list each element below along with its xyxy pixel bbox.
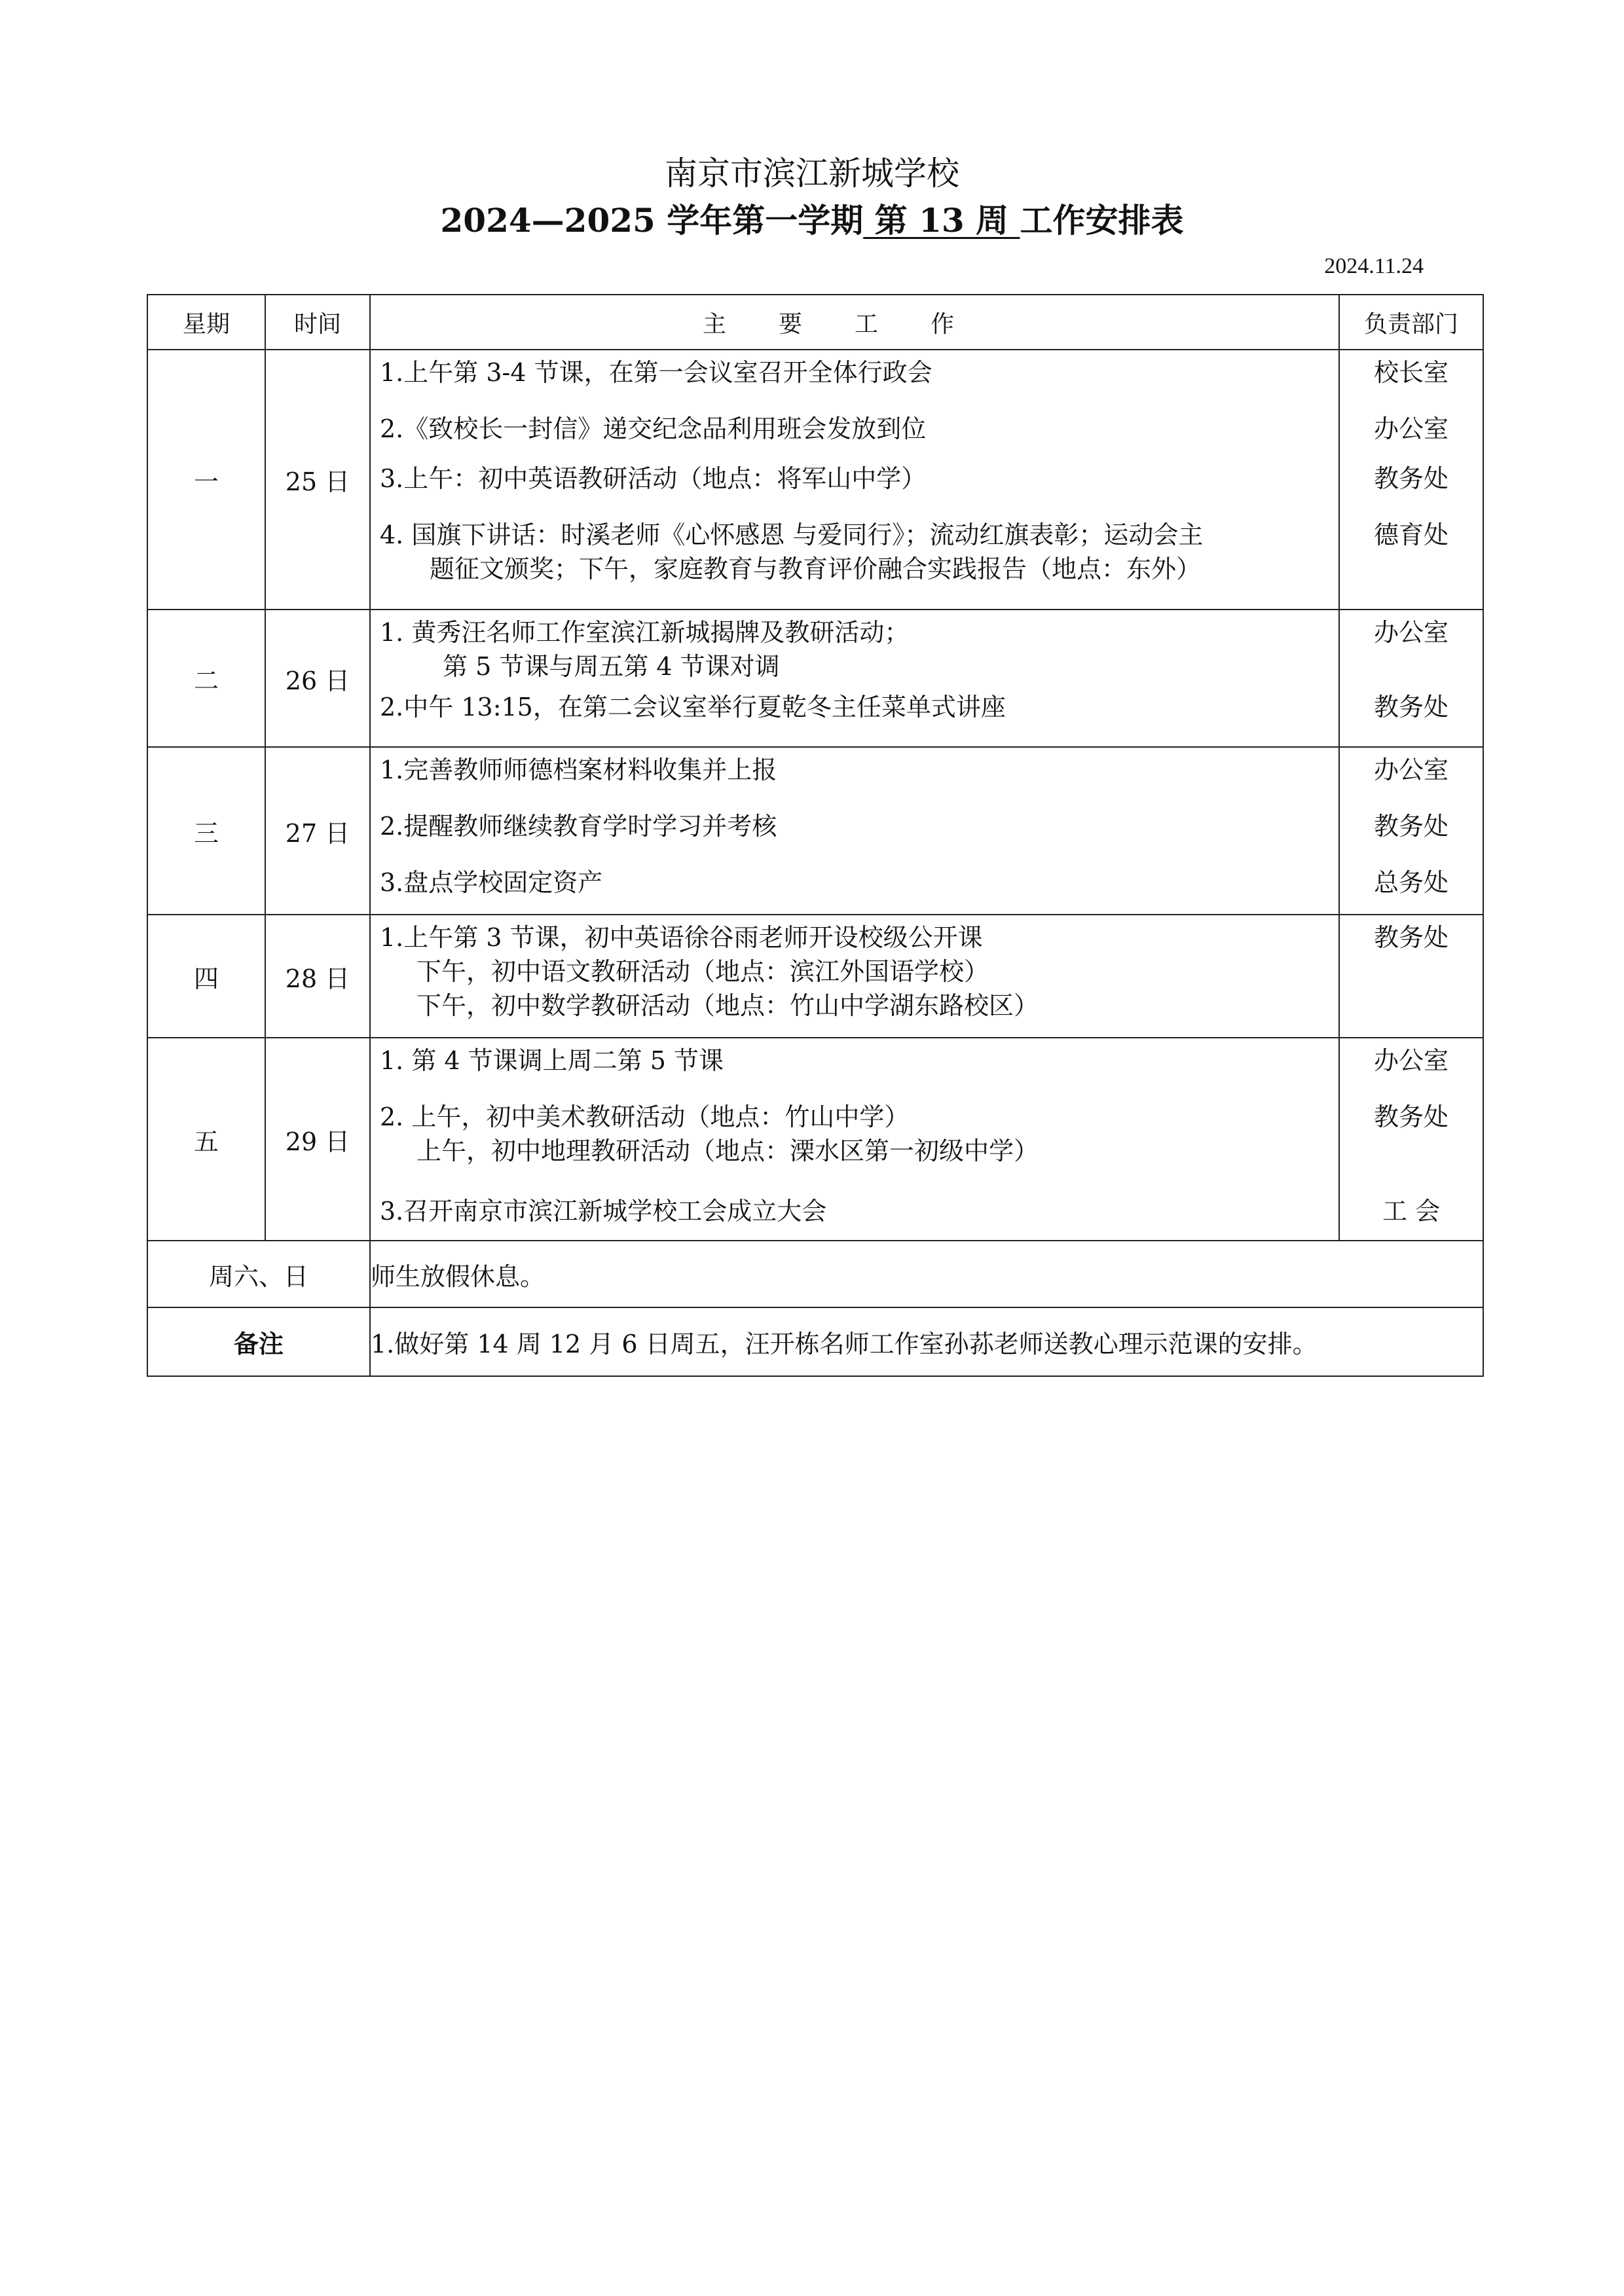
date-cell: 26 日 <box>265 610 370 747</box>
work-items <box>370 1038 1339 1241</box>
schedule-title-suffix: 工作安排表 <box>1020 201 1184 240</box>
weekend-row <box>147 1241 1483 1307</box>
work-items <box>370 747 1339 915</box>
dept-label: 办公室 <box>1373 414 1449 443</box>
date-cell: 25 日 <box>265 350 370 610</box>
table-row <box>147 350 1483 610</box>
dept-label: 工 会 <box>1382 1197 1441 1226</box>
header-row <box>147 295 1483 350</box>
weekday-cell: 一 <box>147 350 265 610</box>
table-row <box>147 1038 1483 1241</box>
schedule-title-prefix: 2024—2025 学年第一学期 <box>440 201 864 240</box>
schedule-title-week: 第 13 周 <box>863 201 1020 240</box>
dept-cell <box>1339 1038 1483 1241</box>
work-item: 3.召开南京市滨江新城学校工会成立大会 <box>380 1197 827 1226</box>
work-items <box>370 350 1339 610</box>
dept-cell <box>1339 610 1483 747</box>
weekday-cell: 三 <box>147 747 265 915</box>
notes-text: 1.做好第 14 周 12 月 6 日周五，汪开栋名师工作室孙荪老师送教心理示范课的安排。 <box>370 1307 1483 1376</box>
work-item: 1. 黄秀汪名师工作室滨江新城揭牌及教研活动； <box>380 618 910 647</box>
work-item: 2.《致校长一封信》递交纪念品利用班会发放到位 <box>380 414 927 443</box>
schedule-table <box>147 294 1484 1377</box>
dept-cell <box>1339 350 1483 610</box>
work-item: 1. 第 4 节课调上周二第 5 节课 <box>380 1046 724 1075</box>
dept-label: 教务处 <box>1373 923 1449 952</box>
dept-label: 办公室 <box>1373 1046 1449 1075</box>
col-weekday: 星期 <box>147 295 265 350</box>
dept-label: 总务处 <box>1373 868 1449 897</box>
work-item: 3.上午：初中英语教研活动（地点：将军山中学） <box>380 464 927 493</box>
work-item: 1.上午第 3-4 节课，在第一会议室召开全体行政会 <box>380 358 932 387</box>
work-item: 题征文颁奖；下午，家庭教育与教育评价融合实践报告（地点：东外） <box>430 555 1202 583</box>
work-item: 上午，初中地理教研活动（地点：溧水区第一初级中学） <box>416 1137 1039 1165</box>
date-cell: 29 日 <box>265 1038 370 1241</box>
dept-cell <box>1339 915 1483 1038</box>
col-time: 时间 <box>265 295 370 350</box>
dept-label: 德育处 <box>1373 520 1449 549</box>
date-cell: 28 日 <box>265 915 370 1038</box>
dept-label: 教务处 <box>1373 1102 1449 1131</box>
weekday-cell: 五 <box>147 1038 265 1241</box>
work-items <box>370 915 1339 1038</box>
dept-label: 教务处 <box>1373 812 1449 841</box>
col-department: 负责部门 <box>1339 295 1483 350</box>
work-item: 2. 上午，初中美术教研活动（地点：竹山中学） <box>380 1102 910 1131</box>
schedule-title <box>0 198 1624 244</box>
notes-label: 备注 <box>147 1307 370 1376</box>
table-row <box>147 747 1483 915</box>
dept-label: 办公室 <box>1373 618 1449 647</box>
dept-label: 教务处 <box>1373 693 1449 721</box>
school-title: 南京市滨江新城学校 <box>665 155 959 192</box>
dept-label: 教务处 <box>1373 464 1449 493</box>
issue-date: 2024.11.24 <box>1324 254 1424 278</box>
work-item: 2.中午 13:15，在第二会议室举行夏乾冬主任菜单式讲座 <box>380 693 1006 721</box>
work-items <box>370 610 1339 747</box>
work-item: 2.提醒教师继续教育学时学习并考核 <box>380 812 777 841</box>
table-row <box>147 610 1483 747</box>
work-item: 第 5 节课与周五第 4 节课对调 <box>443 652 780 681</box>
table-row <box>147 915 1483 1038</box>
work-item: 4. 国旗下讲话：时溪老师《心怀感恩 与爱同行》；流动红旗表彰；运动会主 <box>380 520 1204 549</box>
date-cell: 27 日 <box>265 747 370 915</box>
work-item: 下午，初中语文教研活动（地点：滨江外国语学校） <box>416 957 989 986</box>
work-item: 下午，初中数学教研活动（地点：竹山中学湖东路校区） <box>416 991 1039 1020</box>
weekend-text: 师生放假休息。 <box>370 1241 1483 1307</box>
weekday-cell: 四 <box>147 915 265 1038</box>
work-item: 3.盘点学校固定资产 <box>380 868 603 897</box>
dept-label: 办公室 <box>1373 756 1449 784</box>
notes-row <box>147 1307 1483 1376</box>
weekend-label: 周六、日 <box>147 1241 370 1307</box>
col-main-work: 主要工作 <box>370 295 1339 350</box>
work-item: 1.上午第 3 节课，初中英语徐谷雨老师开设校级公开课 <box>380 923 983 952</box>
dept-label: 校长室 <box>1373 358 1449 387</box>
weekday-cell: 二 <box>147 610 265 747</box>
dept-cell <box>1339 747 1483 915</box>
work-item: 1.完善教师师德档案材料收集并上报 <box>380 756 777 784</box>
